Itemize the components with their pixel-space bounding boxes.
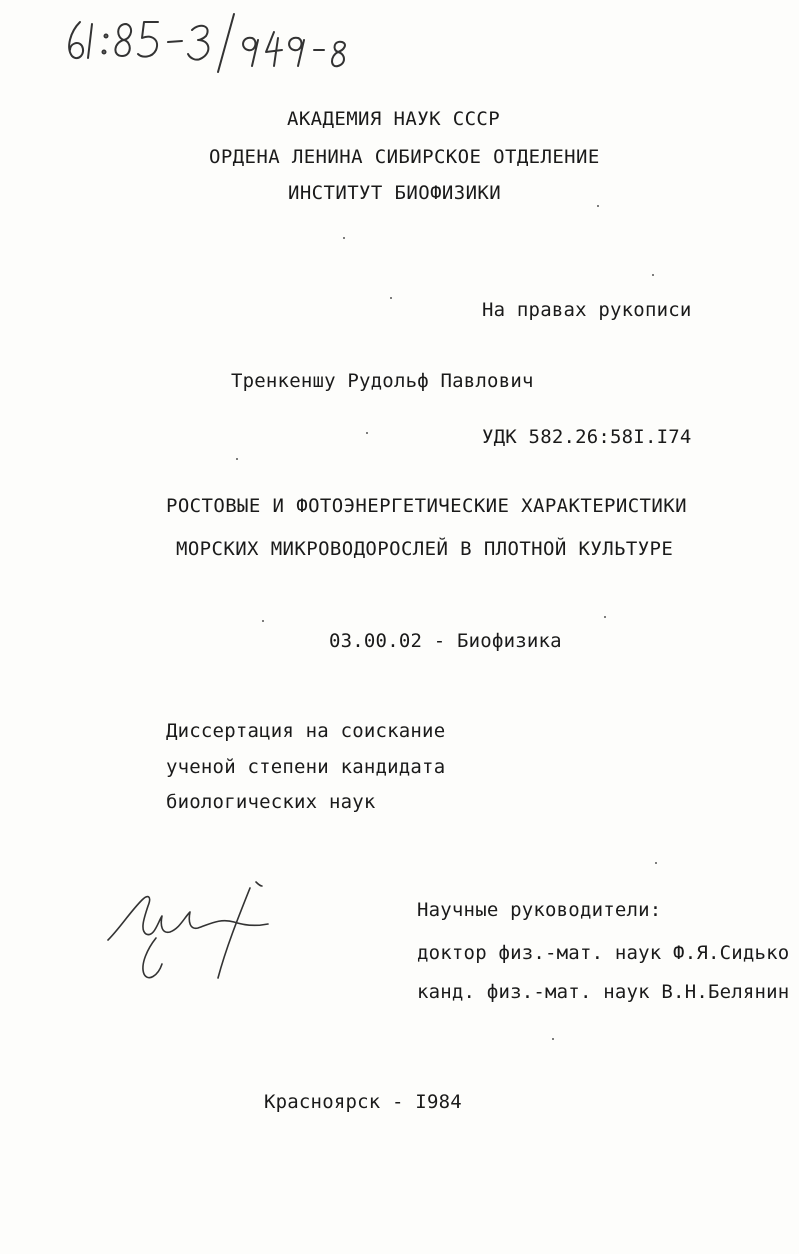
- scan-speck: [366, 432, 368, 434]
- scan-speck: [236, 458, 238, 460]
- scan-speck: [262, 620, 264, 622]
- city-year: Красноярск - I984: [264, 1091, 462, 1113]
- degree-line-1: Диссертация на соискание: [166, 720, 446, 742]
- scan-speck: [390, 297, 392, 299]
- scan-speck: [655, 862, 657, 864]
- udk-code: УДК 582.26:58I.I74: [482, 426, 692, 448]
- header-academy: АКАДЕМИЯ НАУК СССР: [287, 108, 501, 130]
- scan-speck: [552, 1038, 554, 1040]
- author-signature: [100, 878, 280, 988]
- specialty-code: 03.00.02 - Биофизика: [329, 630, 562, 652]
- supervisor-second: канд. физ.-мат. наук В.Н.Белянин: [417, 981, 790, 1003]
- scan-speck: [343, 237, 345, 239]
- rights-note: На правах рукописи: [482, 299, 692, 321]
- supervisor-first: доктор физ.-мат. наук Ф.Я.Сидько: [417, 942, 790, 964]
- thesis-title-line-2: МОРСКИХ МИКРОВОДОРОСЛЕЙ В ПЛОТНОЙ КУЛЬТУРЕ: [176, 538, 674, 560]
- header-institute: ИНСТИТУТ БИОФИЗИКИ: [288, 182, 502, 204]
- scan-speck: [597, 205, 599, 207]
- degree-line-3: биологических наук: [166, 791, 376, 813]
- header-department: ОРДЕНА ЛЕНИНА СИБИРСКОЕ ОТДЕЛЕНИЕ: [209, 146, 600, 168]
- degree-line-2: ученой степени кандидата: [166, 756, 446, 778]
- handwritten-archive-code: [62, 8, 352, 78]
- scan-speck: [652, 274, 654, 276]
- scan-speck: [604, 616, 606, 618]
- author-name: Тренкеншу Рудольф Павлович: [231, 370, 534, 392]
- supervisors-heading: Научные руководители:: [417, 899, 662, 921]
- thesis-title-line-1: РОСТОВЫЕ И ФОТОЭНЕРГЕТИЧЕСКИЕ ХАРАКТЕРИСТИКИ: [166, 495, 687, 517]
